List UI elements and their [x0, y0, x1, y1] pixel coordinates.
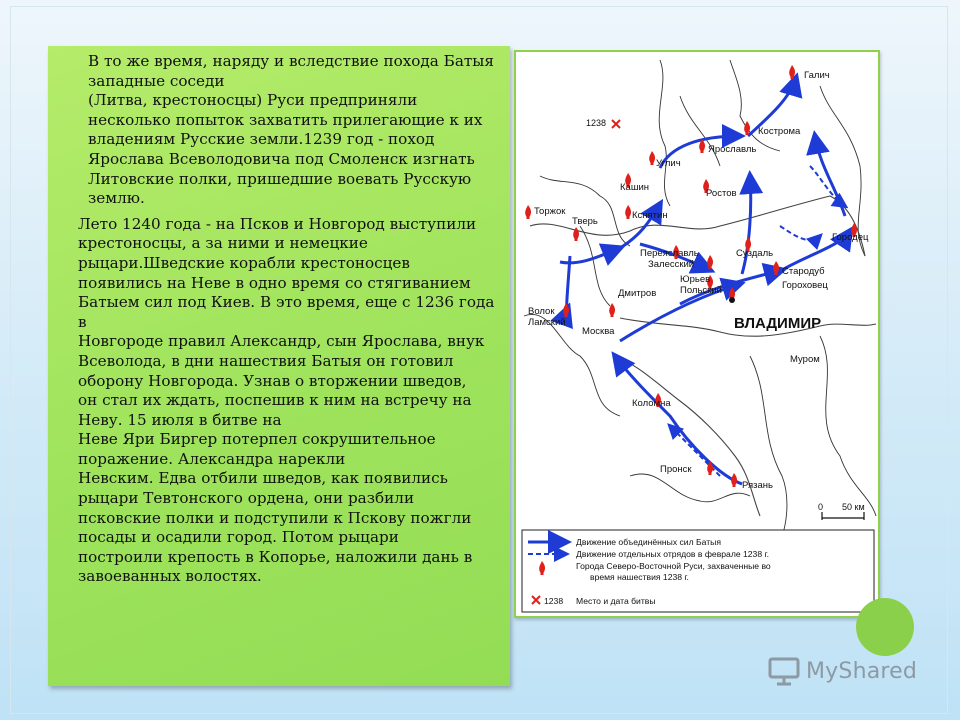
label-uglich: Углич: [656, 158, 681, 169]
brand-watermark: [768, 656, 917, 686]
city-labels: [528, 70, 869, 491]
label-torzhok: Торжок: [534, 206, 566, 217]
scale-zero: 0: [818, 502, 824, 512]
label-lamsky: Ламский: [528, 317, 566, 328]
label-ryazan: Рязань: [742, 480, 774, 491]
label-ksnyatin: Кснятин: [632, 210, 668, 221]
legend-item-3b: время нашествия 1238 г.: [590, 572, 689, 582]
historical-map: [520, 56, 878, 616]
main-rivers: [530, 196, 876, 516]
label-murom: Муром: [790, 354, 820, 365]
label-polsky: Польский: [680, 285, 722, 296]
label-gorokhovets: Гороховец: [782, 280, 828, 291]
battle-marker: [612, 120, 620, 128]
label-moskva: Москва: [582, 326, 615, 337]
legend-item-1: Движение объединённых сил Батыя: [576, 537, 721, 547]
label-zalessky: Залесский: [648, 259, 695, 270]
vladimir-point: [729, 297, 735, 303]
decorative-circle: [856, 598, 914, 656]
label-vladimir: ВЛАДИМИР: [734, 315, 822, 332]
legend-item-3a: Города Северо-Восточной Руси, захваченные во: [576, 561, 771, 571]
label-dmitrov: Дмитров: [618, 288, 657, 299]
label-yaroslavl: Ярославль: [708, 144, 757, 155]
label-pronsk: Пронск: [660, 464, 692, 475]
paragraph-1: В то же время, наряду и вследствие похода Батыя западные соседи (Литва, крестоносцы) Руси предприняли несколько попыток захватить прилегающие к их владениям Русские земли.1239 год - поход Ярослава Всеволодовича под Смоленск изгнать Литовские полки, пришедшие воевать Русскую землю.: [88, 52, 494, 208]
legend-item-4: Место и дата битвы: [576, 596, 656, 606]
river-lines: [524, 60, 876, 546]
presentation-icon: [768, 656, 800, 686]
label-kashin: Кашин: [620, 182, 649, 193]
label-tver: Тверь: [572, 216, 598, 227]
map-panel: [514, 50, 880, 618]
scale-fifty: 50 км: [842, 502, 865, 512]
label-kostroma: Кострома: [758, 126, 801, 137]
label-galich: Галич: [804, 70, 830, 81]
label-suzdal: Суздаль: [736, 248, 774, 259]
map-legend: [522, 530, 874, 612]
brand-name: MyShared: [806, 658, 918, 684]
label-starodub: Стародуб: [782, 266, 825, 277]
label-gorodets: Городец: [832, 232, 869, 243]
label-battle-1238: 1238: [586, 118, 607, 128]
legend-item-4-year: 1238: [544, 596, 564, 606]
text-panel: [48, 46, 510, 686]
label-volok: Волок: [528, 306, 555, 317]
scale-bar: [818, 502, 865, 520]
legend-item-2: Движение отдельных отрядов в феврале 1238 г.: [576, 549, 769, 559]
label-pereyaslavl: Переяславль: [640, 248, 699, 259]
label-kolomna: Коломна: [632, 398, 671, 409]
label-yuryev: Юрьев: [680, 274, 711, 285]
paragraph-2: Лето 1240 года - на Псков и Новгород выступили крестоносцы, а за ними и немецкие рыцари.Шведские корабли крестоносцев появились на Неве в одно время со стягиванием Батыем сил под Киев. В это время, еще с 1236 года в Новгороде правил Александр, сын Ярослава, внук Всеволода, в дни нашествия Батыя он готовил оборону Новгорода. Узнав о вторжении шведов, он стал их ждать, поспешив к ним на встречу на Неву. 15 июля в битве на Неве Яри Биргер потерпел сокрушительное поражение. Александра нарекли Невским. Едва отбили шведов, как появились рыцари Тевтонского ордена, они разбили псковские полки и подступили к Пскову пожгли посады и осадили город. Потом рыцари построили крепость в Копорье, наложили дань в завоеванных волостях.: [78, 214, 495, 586]
label-rostov: Ростов: [706, 188, 737, 199]
